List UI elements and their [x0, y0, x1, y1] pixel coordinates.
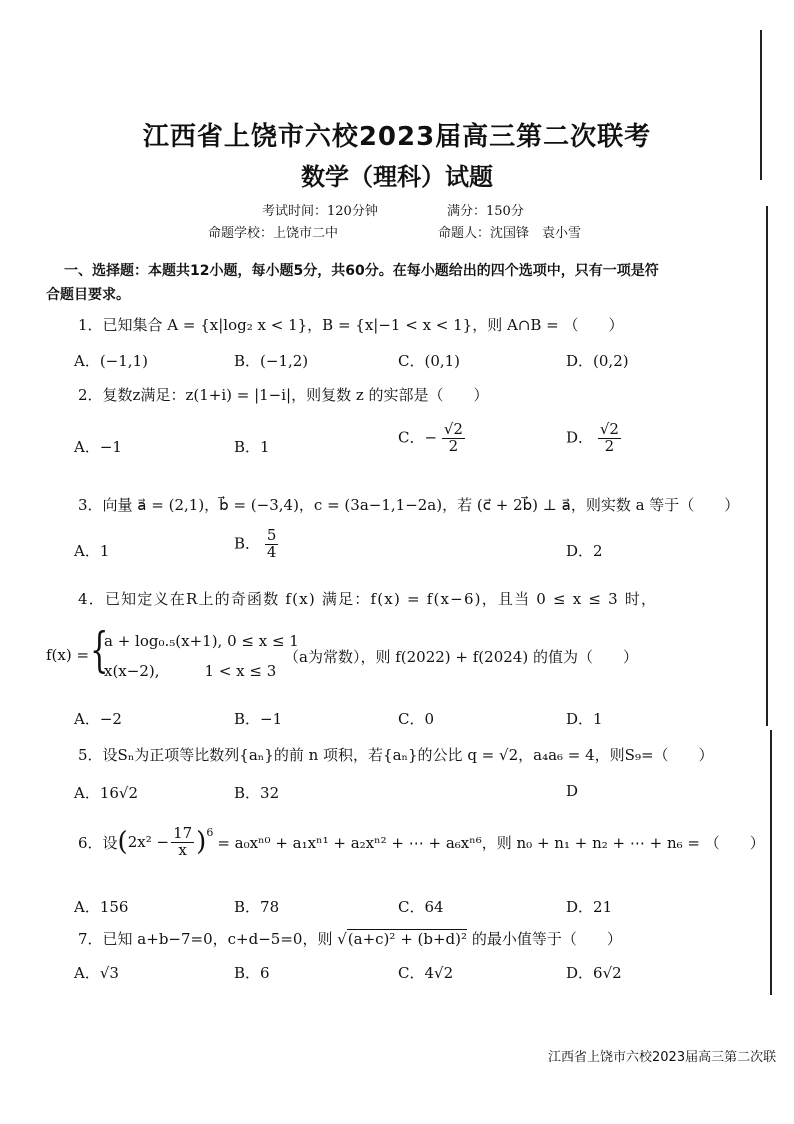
q1-option-c: C．(0,1) [398, 352, 461, 370]
q2-option-d [566, 422, 621, 455]
q6-open-paren: ( [117, 827, 128, 858]
author-school: 命题学校：上饶市二中 [208, 226, 339, 241]
question-6-text [78, 826, 765, 859]
right-edge-line-bottom [770, 730, 772, 995]
q4-text-tail: （a为常数），则 f(2022) + f(2024) 的值为（ ） [284, 648, 638, 666]
page-footer: 江西省上饶市六校2023届高三第二次联 [548, 1050, 777, 1065]
q1-option-d: D．(0,2) [566, 352, 629, 370]
section-instructions-line1: 一、选择题：本题共12小题，每小题5分，共60分。在每小题给出的四个选项中，只有一项是符 [64, 263, 659, 279]
q4-piecewise-brace: { [90, 622, 109, 678]
q2-option-d-label: D． [566, 428, 594, 447]
q6-fraction-denominator: x [178, 840, 187, 859]
q6-close-paren: ) [196, 827, 207, 858]
q2-option-d-numerator: √2 [599, 420, 619, 438]
q3-option-b-fraction [265, 528, 279, 561]
q6-option-d: D．21 [566, 898, 613, 916]
q7-option-c: C．4√2 [398, 964, 454, 982]
q2-option-c-label: C．− [398, 428, 438, 447]
q7-option-d: D．6√2 [566, 964, 622, 982]
q4-option-d: D．1 [566, 710, 603, 728]
q6-option-b: B．78 [234, 898, 280, 916]
q7-lead: 7．已知 a+b−7=0，c+d−5=0，则 [78, 930, 333, 948]
q3-option-b [234, 528, 278, 561]
q7-tail: 的最小值等于（ ） [471, 930, 622, 948]
q6-lead: 6．设 [78, 833, 118, 852]
q6-expr: 2x² − [127, 833, 170, 852]
q7-sqrt-sign: √ [337, 930, 347, 948]
question-2-text: 2．复数z满足：z(1+i) = |1−i|，则复数 z 的实部是（ ） [78, 386, 489, 404]
exam-subtitle: 数学（理科）试题 [301, 163, 493, 191]
full-score: 满分：150分 [447, 204, 524, 219]
q5-option-a: A．16√2 [74, 784, 139, 802]
q4-piece-2: x(x−2), 1 < x ≤ 3 [104, 662, 277, 680]
question-7-text [78, 928, 622, 949]
q4-piece-1: a + log₀.₅(x+1), 0 ≤ x ≤ 1 [104, 632, 299, 650]
question-1-text: 1．已知集合 A = {x|log₂ x < 1}，B = {x|−1 < x < 1}，则 A∩B = （ ） [78, 316, 624, 334]
exam-title: 江西省上饶市六校2023届高三第二次联考 [142, 122, 652, 152]
q5-option-d: D [566, 782, 579, 800]
q7-radicand: (a+c)² + (b+d)² [347, 930, 468, 948]
q2-option-d-fraction [598, 422, 621, 455]
q2-option-c-numerator: √2 [443, 420, 463, 438]
q5-option-b: B．32 [234, 784, 280, 802]
q2-option-c [398, 422, 465, 455]
q3-option-d: D．2 [566, 542, 603, 560]
q3-option-b-denominator: 4 [266, 542, 277, 561]
q2-option-b: B．1 [234, 438, 270, 456]
q3-option-b-label: B． [234, 534, 261, 553]
q4-option-c: C．0 [398, 710, 435, 728]
right-edge-line-mid [766, 206, 768, 726]
q6-option-c: C．64 [398, 898, 444, 916]
q2-option-c-fraction [442, 422, 465, 455]
q4-option-a: A．−2 [74, 710, 122, 728]
q2-option-d-denominator: 2 [604, 436, 615, 455]
author-names: 命题人：沈国锋 袁小雪 [438, 226, 582, 241]
q3-option-a: A．1 [74, 542, 110, 560]
q2-option-a: A．−1 [74, 438, 122, 456]
q6-fraction [171, 826, 194, 859]
q1-option-a: A．(−1,1) [74, 352, 148, 370]
question-5-text: 5．设Sₙ为正项等比数列{aₙ}的前 n 项积，若{aₙ}的公比 q = √2，a₄a₆ = 4，则S₉=（ ） [78, 746, 714, 764]
q1-option-b: B．(−1,2) [234, 352, 309, 370]
q6-power: 6 [206, 826, 214, 839]
q2-option-c-denominator: 2 [448, 436, 459, 455]
q7-option-b: B．6 [234, 964, 270, 982]
q3-option-b-numerator: 5 [266, 526, 277, 544]
exam-time: 考试时间：120分钟 [262, 204, 378, 219]
q7-option-a: A．√3 [74, 964, 119, 982]
q6-rest: = a₀xⁿ⁰ + a₁xⁿ¹ + a₂xⁿ² + ⋯ + a₆xⁿ⁶，则 n₀ + n₁ + n₂ + ⋯ + n₆ = （ ） [217, 833, 765, 852]
q6-option-a: A．156 [74, 898, 129, 916]
q4-function-label: f(x) = [46, 646, 90, 664]
section-instructions-line2: 合题目要求。 [46, 287, 130, 303]
question-4-line1: 4．已知定义在R上的奇函数 f(x) 满足：f(x) = f(x−6)，且当 0 ≤ x ≤ 3 时， [78, 590, 658, 608]
q4-option-b: B．−1 [234, 710, 283, 728]
q6-fraction-numerator: 17 [173, 824, 193, 842]
question-3-text: 3．向量 a⃗ = (2,1)，b⃗ = (−3,4)，c = (3a−1,1−2a)，若 (c⃗ + 2b⃗) ⊥ a⃗，则实数 a 等于（ ） [78, 496, 740, 514]
